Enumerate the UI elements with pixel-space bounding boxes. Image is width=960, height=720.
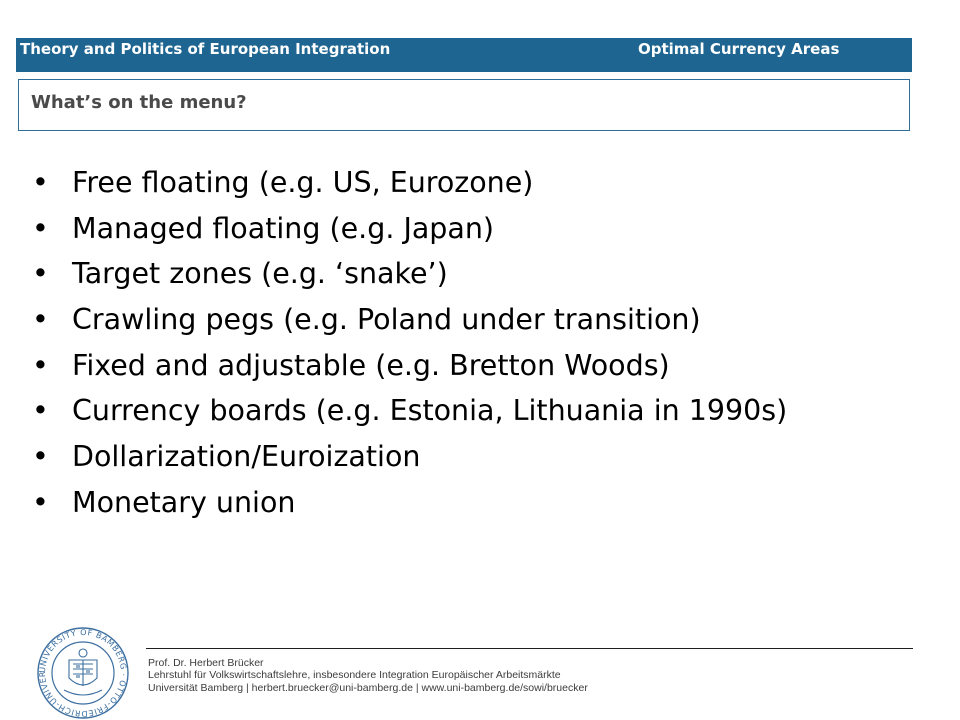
bullet-icon: • — [32, 303, 49, 337]
footer-info — [148, 657, 588, 694]
footer-author: Prof. Dr. Herbert Brücker — [148, 657, 264, 669]
bullet-text: Free floating (e.g. US, Eurozone) — [72, 166, 534, 199]
bullet-text: Target zones (e.g. ‘snake’) — [72, 257, 448, 291]
list-item — [32, 251, 912, 297]
bullet-text: Fixed and adjustable (e.g. Bretton Woods) — [72, 348, 670, 382]
bullet-text: Monetary union — [72, 485, 296, 519]
bullet-text: Managed floating (e.g. Japan) — [72, 211, 495, 245]
bullet-icon: • — [32, 485, 49, 519]
slide-title: What’s on the menu? — [31, 92, 247, 113]
list-item — [32, 343, 912, 389]
footer-contact: Universität Bamberg | herbert.bruecker@uni-bamberg.de | www.uni-bamberg.de/sowi/bruecker — [148, 681, 588, 694]
bullet-text: Dollarization/Euroization — [72, 440, 421, 474]
header-bar — [16, 38, 912, 72]
list-item — [32, 160, 912, 206]
bullet-icon: • — [32, 211, 49, 245]
list-item — [32, 388, 912, 434]
bullet-icon: • — [32, 440, 49, 474]
list-item — [32, 297, 912, 343]
university-seal-icon — [36, 626, 130, 720]
course-title: Theory and Politics of European Integration — [20, 40, 391, 58]
footer-chair: Lehrstuhl für Volkswirtschaftslehre, insbesondere Integration Europäischer Arbeitsmärkte — [148, 669, 561, 682]
footer-divider — [146, 648, 913, 649]
topic-title: Optimal Currency Areas — [638, 40, 840, 58]
list-item — [32, 480, 912, 526]
bullet-icon: • — [32, 348, 49, 382]
bullet-icon: • — [32, 166, 49, 199]
bullet-icon: • — [32, 394, 49, 428]
bullet-text: Crawling pegs (e.g. Poland under transition) — [72, 303, 701, 337]
bullet-icon: • — [32, 257, 49, 291]
list-item — [32, 206, 912, 252]
svg-text:UNIVERSITY OF BAMBERG · OTTO-F: UNIVERSITY OF BAMBERG · OTTO-FRIEDRICH-UNIVER — [37, 627, 129, 719]
bullet-text: Currency boards (e.g. Estonia, Lithuania in 1990s) — [72, 394, 788, 428]
slide-title-box — [18, 79, 910, 131]
bullet-list — [32, 160, 912, 526]
list-item — [32, 434, 912, 480]
